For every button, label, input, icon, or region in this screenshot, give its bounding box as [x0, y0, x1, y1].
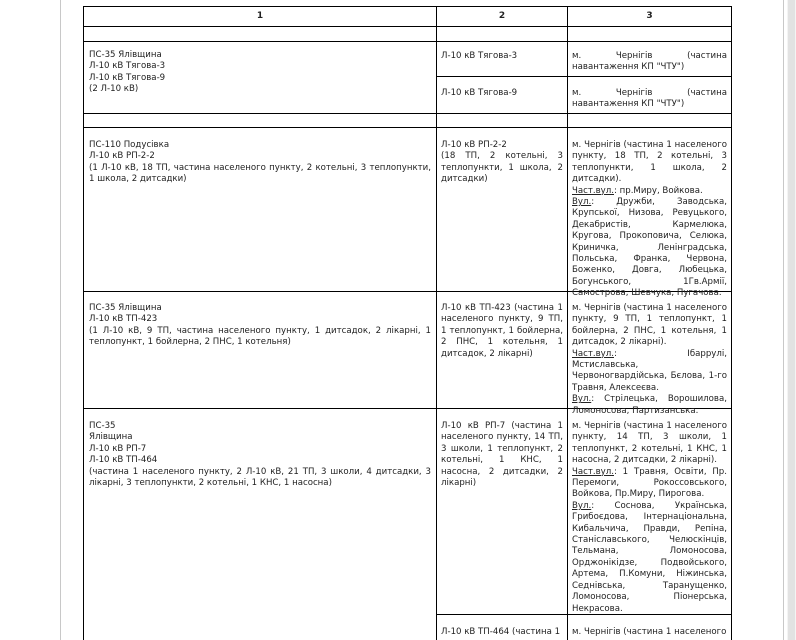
- consumers-text: м. Чернігів (частина 1 населеного пункту, 9 ТП, 1 теплопункт, 1 бойлерна, 2 ПНС, 1 котельня, 1 дитсадок, 2 лікарні).: [572, 303, 727, 348]
- line-cell: Л-10 кВ РП-7 (частина 1 населеного пункту, 14 ТП, 3 школи, 1 теплопункт, 2 котельні, 1 КНС, 1 насосна, 2 дитсадки, 2 лікарні): [441, 421, 563, 489]
- column-header-1: 1: [256, 11, 264, 21]
- line-cell: Л-10 кВ ТП-464 (частина 1: [441, 627, 561, 637]
- source-line: Л-10 кВ Тягова-3: [89, 61, 166, 72]
- consumers-cell: м. Чернігів (частина 1 населеного: [572, 627, 727, 637]
- consumers-cell: [572, 421, 727, 615]
- consumers-cell: [572, 140, 727, 300]
- streets-label: Вул.: [572, 500, 592, 511]
- streets: Вул.: Соснова, Українська, Грибоєдова, Інтернаціональна, Кибальчича, Правди, Репіна, Станіславського, Челюскінців, Тельмана, Ломоносова, Орджонікідзе, Подвойського, Артема, П.Комуни, Ніжинська, Седнівська, Таранущенко, Ломоносова, Піонерська, Некрасова.: [572, 500, 727, 614]
- source-line: ПС-35 Ялівщина: [89, 50, 162, 60]
- sub-row-separator: [436, 76, 732, 77]
- table-border-right: [731, 6, 732, 640]
- source-line: (1 Л-10 кВ, 18 ТП, частина населеного пункту, 2 котельні, 3 теплопункти, 1 школа, 2 дитсадки): [89, 162, 431, 185]
- consumers-cell: м. Чернігів (частина навантаження КП "ЧТУ"): [572, 51, 727, 73]
- streets: Вул.: Дружби, Заводська, Крупської, Низова, Ревуцького, Декабристів, Кармелюка, Кругова, Прокоповича, Селюка, Криничка, Ленінградська, Польська, Франка, Червона, Боженко, Довга, Любецька, Богунського, 1Гв.Армії, Самострова, Шевчука, Пугачова.: [572, 197, 727, 299]
- line-cell: Л-10 кВ ТП-423 (частина 1 населеного пункту, 9 ТП, 1 теплопункт, 1 бойлерна, 2 ПНС, 1 котельня, 1 дитсадок, 2 лікарні): [441, 303, 563, 359]
- source-line: Л-10 кВ Тягова-9: [89, 72, 166, 83]
- line-detail: (18 ТП, 2 котельні, 3 теплопункти, 1 школа, 2 дитсадки): [441, 151, 563, 185]
- source-cell: [89, 50, 431, 96]
- row-separator: [83, 127, 732, 128]
- line-cell: Л-10 кВ Тягова-9: [441, 88, 518, 98]
- source-line: (1 Л-10 кВ, 9 ТП, частина населеного пункту, 1 дитсадок, 2 лікарні, 1 теплопункт, 1 бойлерна, 2 ПНС, 1 котельня): [89, 325, 431, 348]
- column-header-2: 2: [498, 11, 506, 21]
- partial-streets: Част.вул.: Ібаррулі, Мстиславська, Червоногвардійська, Бєлова, 1-го Травня, Алексеєва.: [572, 348, 727, 393]
- page-frame-left: [60, 0, 61, 640]
- source-line: Л-10 кВ РП-2-2: [89, 151, 155, 162]
- row-separator: [83, 41, 732, 42]
- line-cell: Л-10 кВ Тягова-3: [441, 51, 518, 61]
- source-line: Л-10 кВ ТП-423: [89, 314, 158, 325]
- column-header-3: 3: [646, 11, 653, 21]
- table-border-left: [83, 6, 84, 640]
- consumers-cell: м. Чернігів (частина навантаження КП "ЧТУ"): [572, 88, 727, 110]
- line-cell: [441, 140, 563, 186]
- page-frame-right: [783, 0, 784, 640]
- consumers-text: м. Чернігів (частина 1 населеного пункту, 14 ТП, 3 школи, 1 теплопункт, 2 котельні, 1 КНС, 1 насосна, 2 дитсадки, 2 лікарні).: [572, 421, 727, 466]
- header-bottom-line: [83, 26, 732, 27]
- source-line: ПС-35 Ялівщина: [89, 303, 162, 313]
- source-line: (частина 1 населеного пункту, 2 Л-10 кВ, 21 ТП, 3 школи, 4 дитсадки, 3 лікарні, 3 теплопункти, 2 котельні, 1 КНС, 1 насосна): [89, 466, 431, 489]
- column-divider-2: [567, 6, 568, 640]
- column-divider-1: [436, 6, 437, 640]
- scrollbar-thumb[interactable]: [788, 0, 795, 640]
- source-cell: [89, 140, 431, 186]
- partial-streets-label: Част.вул.: [572, 466, 614, 477]
- partial-streets-label: Част.вул.: [572, 348, 614, 359]
- source-line: Ялівщина: [89, 432, 133, 443]
- source-line: (2 Л-10 кВ): [89, 84, 139, 95]
- source-cell: [89, 421, 431, 489]
- source-line: ПС-110 Подусівка: [89, 140, 170, 150]
- source-line: Л-10 кВ РП-7: [89, 443, 147, 454]
- source-cell: [89, 303, 431, 349]
- row-separator: [83, 113, 732, 114]
- partial-streets: Част.вул.: 1 Травня, Освіти, Пр. Перемоги, Рокоссовського, Войкова, Пр.Миру, Пирогова.: [572, 466, 727, 500]
- line-name: Л-10 кВ РП-2-2: [441, 140, 507, 150]
- streets: Вул.: Стрілецька, Ворошилова, Ломоносова, Партизанська.: [572, 394, 727, 416]
- partial-streets-label: Част.вул.: [572, 185, 614, 196]
- consumers-cell: [572, 303, 727, 417]
- streets-label: Вул.: [572, 394, 592, 405]
- source-line: Л-10 кВ ТП-464: [89, 455, 158, 466]
- streets-label: Вул.: [572, 197, 592, 208]
- consumers-text: м. Чернігів (частина 1 населеного пункту, 18 ТП, 2 котельні, 3 теплопункти, 1 школа, 2 дитсадки).: [572, 140, 727, 185]
- partial-streets: Част.вул.: пр.Миру, Войкова.: [572, 185, 703, 196]
- source-line: ПС-35: [89, 421, 116, 431]
